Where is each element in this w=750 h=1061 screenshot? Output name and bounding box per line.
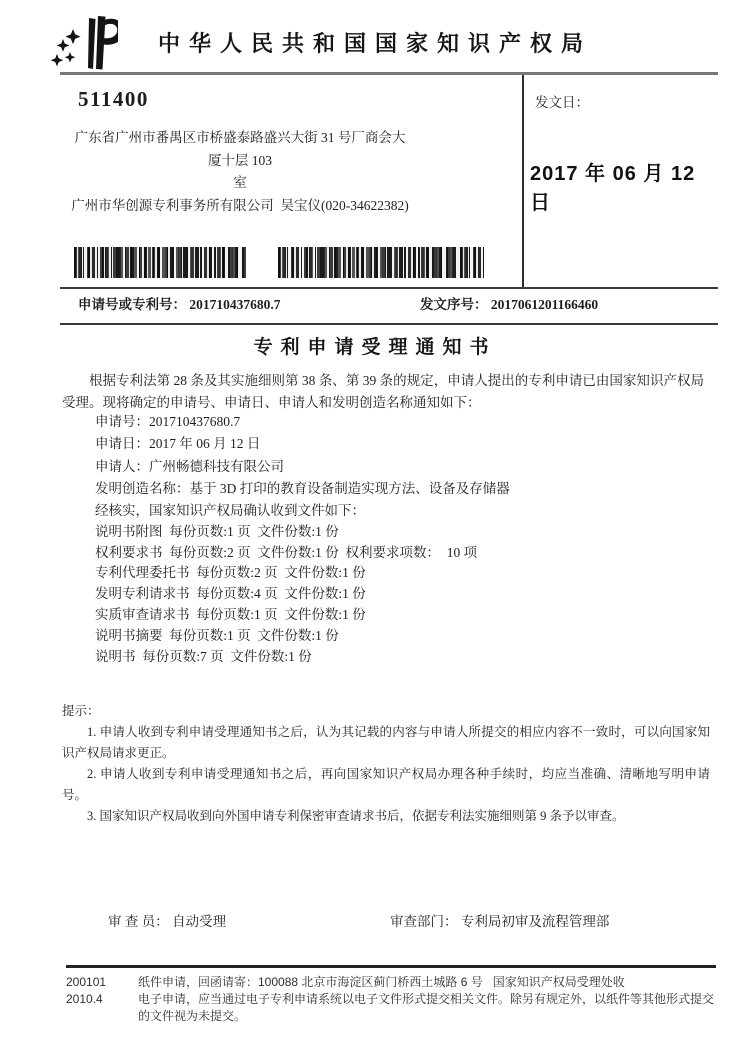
application-number-value: 201710437680.7 — [189, 297, 281, 312]
reference-row — [60, 287, 718, 325]
serial-number-label: 发文序号： — [420, 297, 488, 312]
issue-date-block — [522, 75, 718, 287]
address-line-1: 广东省广州市番禺区市桥盛泰路盛兴大街 31 号厂商会大厦十层 103 — [74, 130, 406, 168]
mailing-address — [68, 127, 412, 217]
tips-section — [62, 701, 710, 827]
tips-label: 提示： — [62, 704, 100, 718]
received-file-row: 实质审查请求书 每份页数:1 页 文件份数:1 份 — [95, 606, 366, 622]
notice-title: 专利申请受理通知书 — [253, 337, 497, 358]
agent-line: 广州市华创源专利事务所有限公司 吴宝仪(020-34622382) — [71, 197, 409, 213]
issue-date-value: 2017 年 06 月 12 日 — [530, 163, 702, 214]
field-application-number: 申请号：201710437680.7 — [95, 414, 241, 429]
footer-notes — [138, 974, 716, 1025]
footer-electronic-note: 电子申请，应当通过电子专利申请系统以电子文件形式提交相关文件。除另有规定外，以纸件等其他形式提交的文件视为未提交。 — [138, 992, 715, 1023]
barcode-right — [278, 247, 484, 278]
application-number — [78, 287, 281, 323]
mailing-box — [60, 75, 718, 289]
signoff-row — [60, 910, 718, 932]
received-documents — [62, 501, 735, 667]
serial-number-value: 2017061201166460 — [490, 297, 599, 312]
issue-date-label: 发文日： — [535, 95, 589, 110]
mailing-address-block — [60, 75, 524, 287]
tip-item: 1. 申请人收到专利申请受理通知书之后，认为其记载的内容与申请人所提交的相应内容不一致时，可以向国家知识产权局请求更正。 — [62, 725, 710, 760]
cnipa-emblem-icon — [46, 12, 118, 72]
tip-item: 3. 国家知识产权局收到向外国申请专利保密审查请求书后，依据专利法实施细则第 9 条予以审查。 — [87, 809, 625, 823]
application-fields — [62, 411, 735, 501]
notice-intro: 根据专利法第 28 条及其实施细则第 38 条、第 39 条的规定，申请人提出的专利申请已由国家知识产权局受理。现将确定的申请号、申请日、申请人和发明创造名称通知如下： — [62, 373, 704, 410]
field-applicant: 申请人：广州畅德科技有限公司 — [95, 458, 284, 474]
received-file-row: 发明专利请求书 每份页数:4 页 文件份数:1 份 — [95, 586, 366, 602]
tip-item: 2. 申请人收到专利申请受理通知书之后，再向国家知识产权局办理各种手续时，均应当准确、清晰地写明申请号。 — [62, 767, 710, 802]
footer-paper-note: 纸件申请，回函请寄：100088 北京市海淀区蓟门桥西土城路 6 号 国家知识产权局受理处收 — [138, 975, 625, 989]
field-invention-title: 发明创造名称：基于 3D 打印的教育设备制造实现方法、设备及存储器 — [95, 481, 510, 497]
postal-code: 511400 — [78, 87, 149, 111]
serial-number — [420, 287, 598, 323]
examiner — [108, 910, 226, 930]
department-value: 专利局初审及流程管理部 — [460, 914, 610, 929]
received-file-row: 说明书 每份页数:7 页 文件份数:1 份 — [95, 648, 312, 664]
agency-title: 中华人民共和国国家知识产权局 — [158, 31, 593, 56]
barcode-left — [74, 247, 246, 278]
received-file-row: 专利代理委托书 每份页数:2 页 文件份数:1 份 — [95, 565, 366, 581]
received-intro: 经核实，国家知识产权局确认收到文件如下： — [95, 503, 365, 518]
form-code-line: 2010.4 — [66, 992, 103, 1006]
address-line-2: 室 — [233, 175, 247, 190]
examiner-value: 自动受理 — [172, 914, 227, 929]
field-filing-date: 申请日：2017 年 06 月 12 日 — [95, 436, 261, 452]
form-code-line: 200101 — [66, 975, 107, 989]
examiner-label: 审 查 员： — [108, 914, 169, 929]
received-file-row: 说明书摘要 每份页数:1 页 文件份数:1 份 — [95, 627, 339, 643]
department — [390, 910, 609, 930]
received-file-row: 权利要求书 每份页数:2 页 文件份数:1 份 权利要求项数： 10 项 — [95, 544, 478, 560]
footer — [66, 965, 716, 1025]
form-code — [66, 974, 138, 1025]
application-number-label: 申请号或专利号： — [78, 297, 186, 312]
received-file-row: 说明书附图 每份页数:1 页 文件份数:1 份 — [95, 523, 339, 539]
department-label: 审查部门： — [390, 914, 458, 929]
